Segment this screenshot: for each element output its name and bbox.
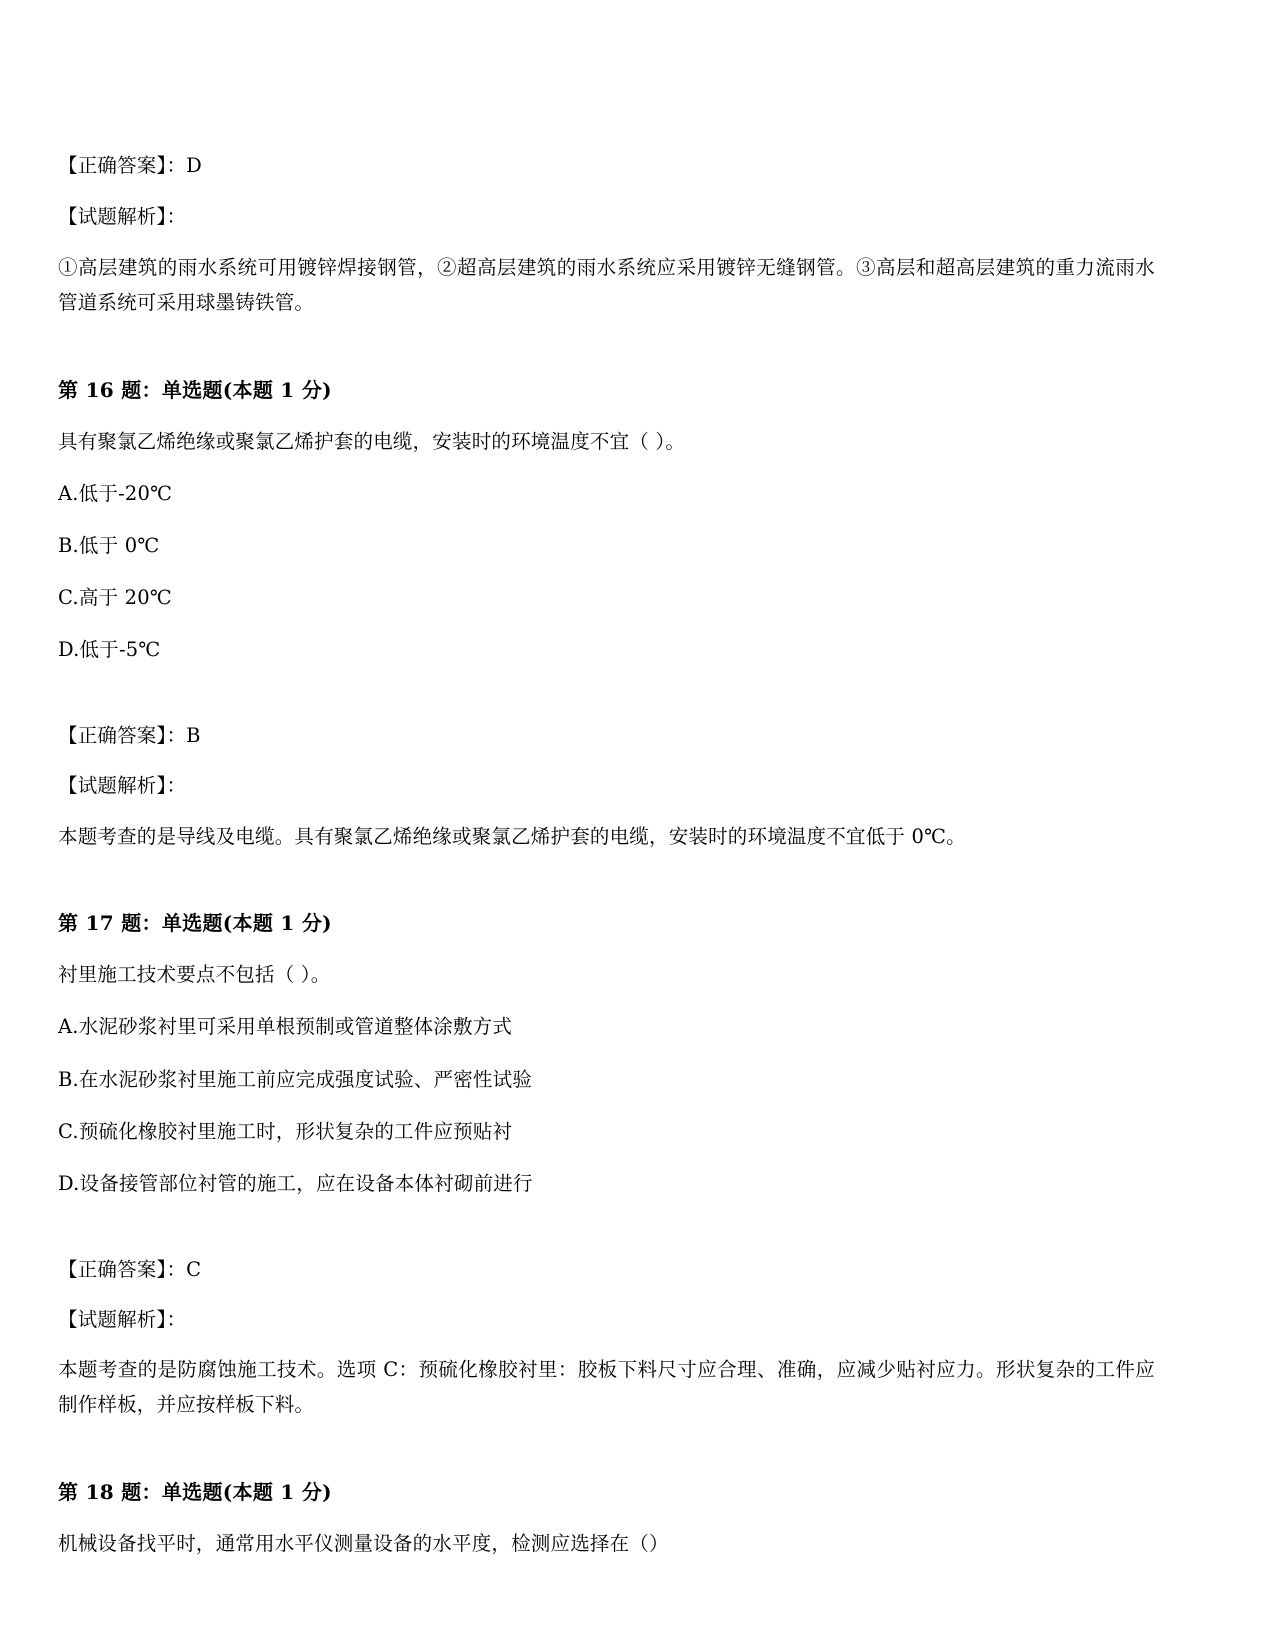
- q15-analysis-text: ①高层建筑的雨水系统可用镀锌焊接钢管，②超高层建筑的雨水系统应采用镀锌无缝钢管。③高层和超高层建筑的重力流雨水管道系统可采用球墨铸铁管。: [58, 256, 1155, 314]
- spacer: [58, 1442, 1155, 1476]
- q17-heading: 第 17 题：单选题(本题 1 分): [58, 911, 332, 936]
- q15-correct-answer: 【正确答案】：D: [58, 154, 202, 177]
- q16-correct-answer: 【正确答案】：B: [58, 724, 201, 748]
- q18-stem: 机械设备找平时，通常用水平仪测量设备的水平度，检测应选择在（）: [58, 1531, 669, 1555]
- q16-analysis-label: 【试题解析】：: [58, 774, 187, 798]
- q16-heading: 第 16 题：单选题(本题 1 分): [58, 377, 332, 402]
- q16-option-a[interactable]: A.低于-20℃: [58, 481, 173, 505]
- spacer: [58, 1220, 1155, 1254]
- q17-option-a[interactable]: A.水泥砂浆衬里可采用单根预制或管道整体涂敷方式: [58, 1015, 513, 1039]
- q17-correct-answer: 【正确答案】：C: [58, 1258, 202, 1282]
- question-17: [58, 907, 1155, 1422]
- q17-option-d[interactable]: D.设备接管部位衬管的施工，应在设备本体衬砌前进行: [58, 1172, 533, 1196]
- question-16: [58, 374, 1155, 855]
- q17-stem: 衬里施工技术要点不包括（ ）。: [58, 963, 331, 987]
- q17-option-c[interactable]: C.预硫化橡胶衬里施工时，形状复杂的工件应预贴衬: [58, 1119, 513, 1143]
- q16-option-b[interactable]: B.低于 0℃: [58, 533, 160, 557]
- q17-option-b[interactable]: B.在水泥砂浆衬里施工前应完成强度试验、严密性试验: [58, 1067, 533, 1091]
- q16-stem: 具有聚氯乙烯绝缘或聚氯乙烯护套的电缆，安装时的环境温度不宜（ ）。: [58, 429, 686, 453]
- q16-option-d[interactable]: D.低于-5℃: [58, 638, 161, 662]
- q15-analysis-label: 【试题解析】：: [58, 204, 187, 228]
- q17-analysis-label: 【试题解析】：: [58, 1307, 187, 1331]
- question-15-answer-block: [58, 150, 1155, 321]
- spacer: [58, 873, 1155, 907]
- q17-analysis-text: 本题考查的是防腐蚀施工技术。选项 C：预硫化橡胶衬里：胶板下料尺寸应合理、准确，应减少贴衬应力。形状复杂的工件应制作样板，并应按样板下料。: [58, 1358, 1155, 1417]
- question-18: [58, 1476, 1155, 1560]
- spacer: [58, 340, 1155, 374]
- q16-option-c[interactable]: C.高于 20℃: [58, 586, 172, 610]
- q16-analysis-text: 本题考查的是导线及电缆。具有聚氯乙烯绝缘或聚氯乙烯护套的电缆，安装时的环境温度不宜低于 0℃。: [58, 824, 966, 848]
- q18-heading: 第 18 题：单选题(本题 1 分): [58, 1479, 332, 1504]
- spacer: [58, 686, 1155, 720]
